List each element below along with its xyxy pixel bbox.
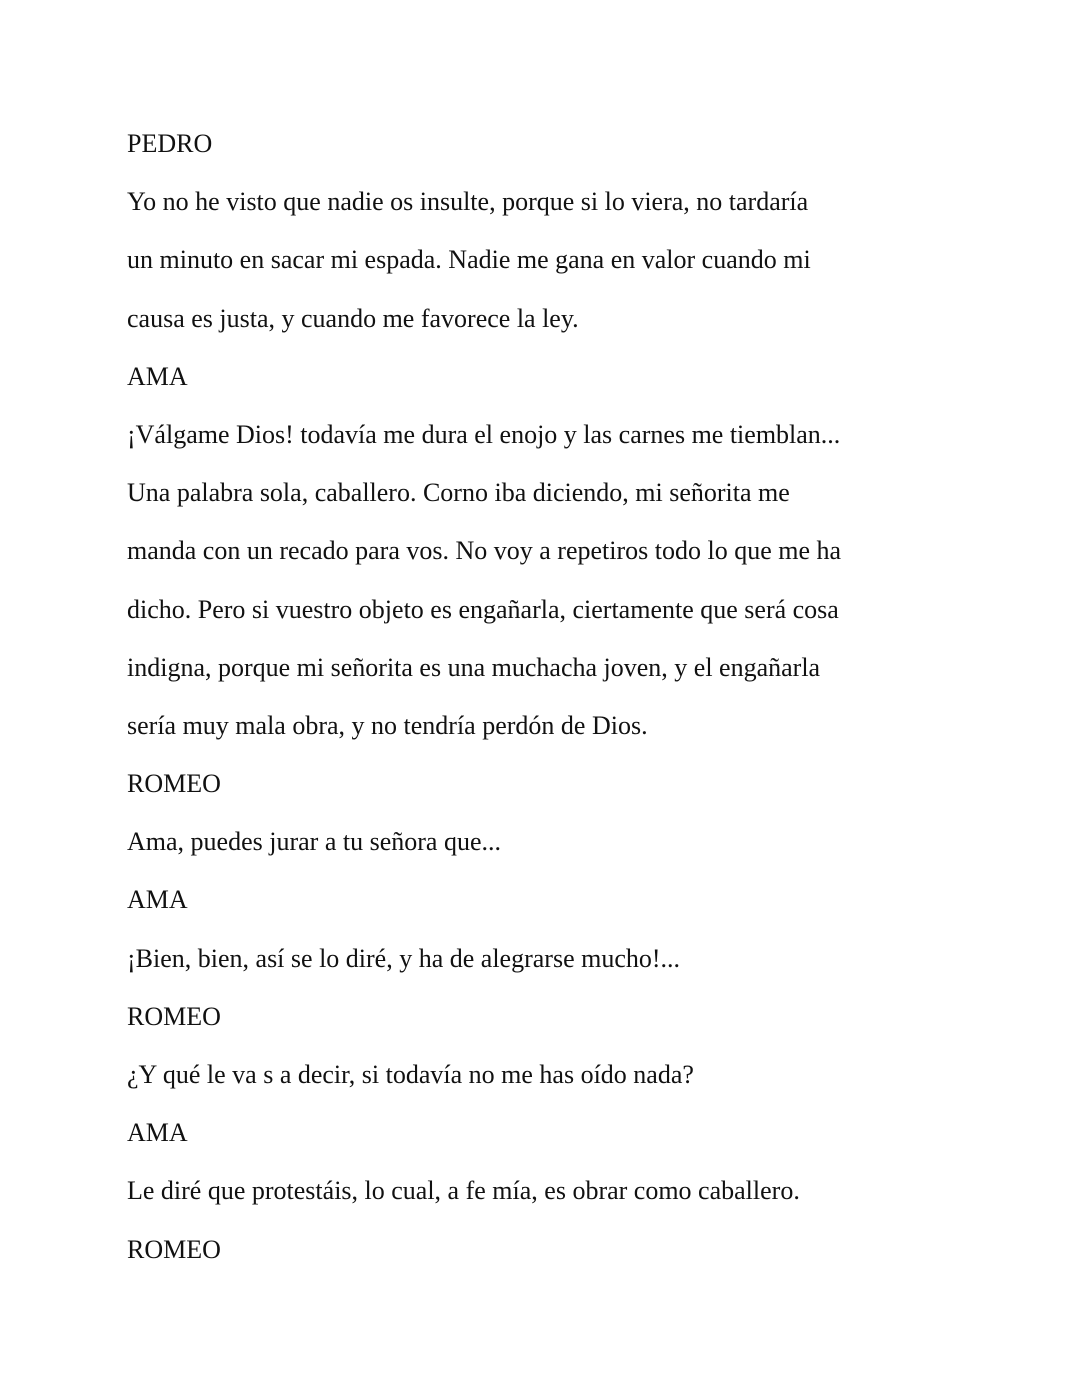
- document-page: [127, 115, 947, 1279]
- speaker-name: ROMEO: [127, 1001, 221, 1031]
- dialogue-line: Le diré que protestáis, lo cual, a fe mía, es obrar como caballero.: [127, 1176, 800, 1206]
- dialogue-line: sería muy mala obra, y no tendría perdón de Dios.: [127, 710, 648, 740]
- speaker-name: ROMEO: [127, 1234, 221, 1264]
- dialogue-line: ¡Bien, bien, así se lo diré, y ha de alegrarse mucho!...: [127, 943, 681, 973]
- dialogue-line: Yo no he visto que nadie os insulte, porque si lo viera, no tardaría: [127, 187, 809, 217]
- dialogue-line: ¿Y qué le va s a decir, si todavía no me has oído nada?: [127, 1060, 694, 1089]
- speaker-name: AMA: [127, 361, 188, 391]
- speaker-name: AMA: [127, 885, 188, 915]
- dialogue-line: Una palabra sola, caballero. Corno iba diciendo, mi señorita me: [127, 478, 790, 508]
- dialogue-line: ¡Válgame Dios! todavía me dura el enojo y las carnes me tiemblan...: [127, 419, 841, 449]
- dialogue-line: indigna, porque mi señorita es una muchacha joven, y el engañarla: [127, 652, 821, 682]
- speaker-name: ROMEO: [127, 769, 221, 799]
- dialogue-line: Ama, puedes jurar a tu señora que...: [127, 827, 501, 857]
- speaker-name: PEDRO: [127, 129, 213, 158]
- dialogue-line: dicho. Pero si vuestro objeto es engañarla, ciertamente que será cosa: [127, 594, 839, 624]
- dialogue-line: causa es justa, y cuando me favorece la ley.: [127, 303, 579, 333]
- dialogue-line: un minuto en sacar mi espada. Nadie me gana en valor cuando mi: [127, 245, 811, 275]
- dialogue-line: manda con un recado para vos. No voy a repetiros todo lo que me ha: [127, 536, 842, 566]
- speaker-name: AMA: [127, 1118, 188, 1148]
